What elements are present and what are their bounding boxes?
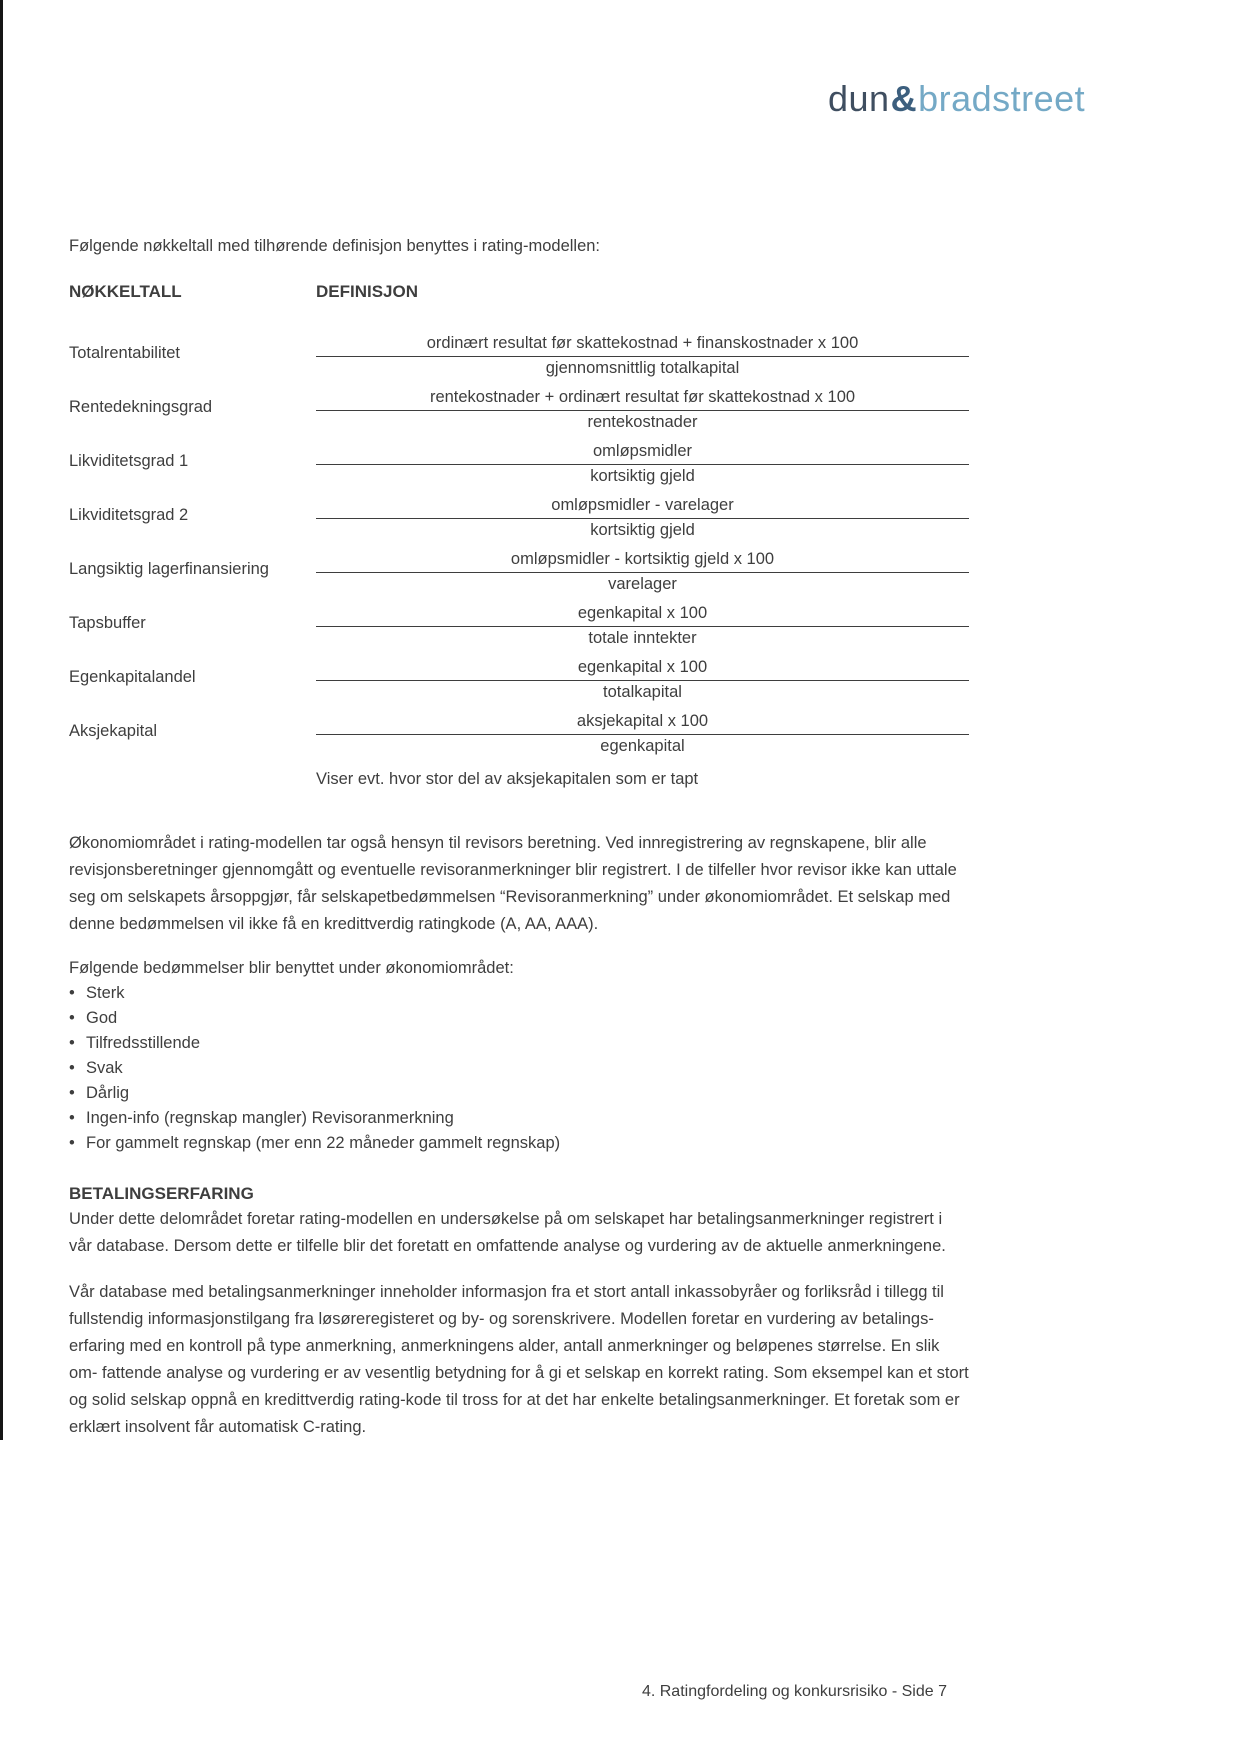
bullet-icon: •	[69, 1109, 75, 1127]
table-row	[69, 657, 969, 703]
table-header	[69, 281, 969, 303]
bullet-icon: •	[69, 1009, 75, 1027]
page-left-edge-line	[0, 0, 3, 1440]
col-header-nokkeltall: NØKKELTALL	[69, 282, 182, 301]
row-label: Likviditetsgrad 1	[69, 452, 189, 470]
logo-text-dun: dun	[828, 78, 890, 119]
list-item-label: For gammelt regnskap (mer enn 22 måneder gammelt regnskap)	[86, 1134, 561, 1152]
row-label: Likviditetsgrad 2	[69, 506, 189, 524]
fraction-numerator: omløpsmidler - kortsiktig gjeld x 100	[316, 549, 969, 573]
fraction-numerator: ordinært resultat før skattekostnad + finanskostnader x 100	[316, 333, 969, 357]
table-row	[69, 333, 969, 379]
aksjekapital-note: Viser evt. hvor stor del av aksjekapitalen som er tapt	[316, 770, 699, 788]
list-item	[69, 1031, 969, 1056]
list-item-label: Sterk	[86, 984, 125, 1002]
fraction-numerator: egenkapital x 100	[316, 603, 969, 627]
table-row	[69, 441, 969, 487]
table-row	[69, 711, 969, 757]
fraction-numerator: omløpsmidler	[316, 441, 969, 465]
intro-line: Følgende nøkkeltall med tilhørende definisjon benyttes i rating-modellen:	[69, 237, 601, 255]
fraction-numerator: omløpsmidler - varelager	[316, 495, 969, 519]
list-item-label: Dårlig	[86, 1084, 130, 1102]
formula-fraction	[316, 333, 969, 379]
list-item	[69, 1056, 969, 1081]
fraction-denominator: rentekostnader	[587, 413, 698, 431]
table-note-row	[69, 768, 969, 790]
page-content	[69, 0, 969, 1441]
fraction-denominator: egenkapital	[600, 737, 685, 755]
row-label: Aksjekapital	[69, 722, 158, 740]
fraction-denominator: totalkapital	[603, 683, 682, 701]
formula-fraction	[316, 549, 969, 595]
table-row	[69, 549, 969, 595]
economy-paragraph: Økonomiområdet i rating-modellen tar også hensyn til revisors beretning. Ved innregistrering av regnskapene, blir alle revisjonsberetninger gjennomgått og eventuelle revisoranmerkninger blir registrert. I de tilfeller hvor revisor ikke kan uttale seg om selskapets årsoppgjør, får selskapetbedømmelsen “Revisoranmerkning” under økonomiområdet. Et selskap med denne bedømmelsen vil ikke få en kredittverdig ratingkode (A, AA, AAA).	[69, 834, 957, 933]
formula-fraction	[316, 441, 969, 487]
page-footer: 4. Ratingfordeling og konkursrisiko - Side 7	[641, 1683, 947, 1700]
assessment-list	[69, 981, 969, 1156]
col-header-definisjon: DEFINISJON	[316, 282, 419, 301]
formula-fraction	[316, 657, 969, 703]
fraction-denominator: gjennomsnittlig totalkapital	[545, 359, 740, 377]
formula-fraction	[316, 495, 969, 541]
fraction-denominator: totale inntekter	[588, 629, 697, 647]
list-item	[69, 1106, 969, 1131]
row-label: Tapsbuffer	[69, 614, 146, 632]
formula-fraction	[316, 603, 969, 649]
fraction-denominator: varelager	[608, 575, 677, 593]
bullet-icon: •	[69, 1084, 75, 1102]
list-item	[69, 981, 969, 1006]
fraction-numerator: egenkapital x 100	[316, 657, 969, 681]
formula-fraction	[316, 711, 969, 757]
table-row	[69, 387, 969, 433]
list-item-label: Ingen-info (regnskap mangler) Revisoranmerkning	[86, 1109, 454, 1127]
row-label: Totalrentabilitet	[69, 344, 180, 362]
formula-fraction	[316, 387, 969, 433]
betalingserfaring-paragraph-1: Under dette delområdet foretar rating-modellen en undersøkelse på om selskapet har betalingsanmerkninger registrert i vår database. Dersom dette er tilfelle blir det foretatt en omfattende analyse og vurdering av de aktuelle anmerkningene.	[69, 1210, 946, 1255]
row-label: Langsiktig lagerfinansiering	[69, 560, 269, 578]
list-item-label: Tilfredsstillende	[86, 1034, 201, 1052]
assessments-intro: Følgende bedømmelser blir benyttet under økonomiområdet:	[69, 959, 514, 977]
fraction-numerator: rentekostnader + ordinært resultat før skattekostnad x 100	[316, 387, 969, 411]
list-item	[69, 1006, 969, 1031]
betalingserfaring-paragraph-2: Vår database med betalingsanmerkninger inneholder informasjon fra et stort antall inkassobyråer og forliksråd i tillegg til fullstendig informasjonstilgang fra løsøreregisteret og by- og sorenskrivere. Modellen foretar en vurdering av betalings- erfaring med en kontroll på type anmerkning, anmerkningens alder, antall anmerkninger og beløpenes størrelse. En slik om- fattende analyse og vurdering er av vesentlig betydning for å gi et selskap en korrekt rating. Som eksempel kan et stort og solid selskap oppnå en kredittverdig rating-kode til tross for at det har enkelte betalingsanmerkninger. Et foretak som er erklært insolvent får automatisk C-rating.	[69, 1283, 969, 1436]
list-item-label: God	[86, 1009, 118, 1027]
table-row	[69, 603, 969, 649]
bullet-icon: •	[69, 1134, 75, 1152]
logo-text-bradstreet: bradstreet	[918, 78, 1086, 119]
row-label: Egenkapitalandel	[69, 668, 196, 686]
list-item-label: Svak	[86, 1059, 123, 1077]
list-item	[69, 1081, 969, 1106]
fraction-denominator: kortsiktig gjeld	[590, 521, 695, 539]
logo-ampersand-icon: &	[890, 78, 918, 119]
fraction-denominator: kortsiktig gjeld	[590, 467, 695, 485]
betalingserfaring-heading: BETALINGSERFARING	[69, 1184, 254, 1203]
bullet-icon: •	[69, 984, 75, 1002]
key-figures-table	[69, 281, 969, 790]
empty-cell	[69, 768, 316, 790]
list-item	[69, 1131, 969, 1156]
row-label: Rentedekningsgrad	[69, 398, 213, 416]
bullet-icon: •	[69, 1034, 75, 1052]
table-body	[69, 333, 969, 790]
bullet-icon: •	[69, 1059, 75, 1077]
table-row	[69, 495, 969, 541]
fraction-numerator: aksjekapital x 100	[316, 711, 969, 735]
